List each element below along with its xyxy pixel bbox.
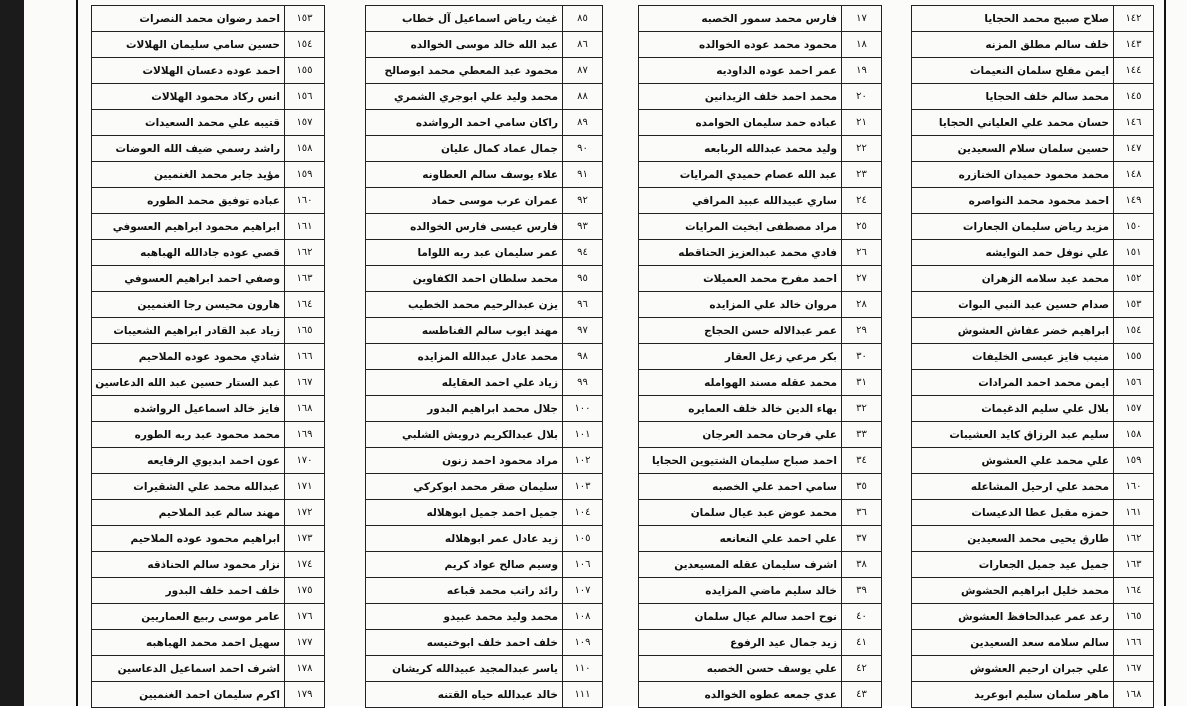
table-row-name: احمد رضوان محمد النصرات — [92, 6, 284, 32]
table-row-number: ١٧ — [841, 6, 881, 32]
table-row-number: ١٧٤ — [284, 552, 324, 578]
table-row-name: خلف سالم مطلق المزنه — [912, 32, 1113, 58]
table-row-number: ٢٨ — [841, 292, 881, 318]
table-row-name: ابراهيم محمود عوده الملاحيم — [92, 526, 284, 552]
table-row-name: وليد محمد عبدالله الربابعه — [639, 136, 841, 162]
table-row-number: ١٤٨ — [1113, 162, 1153, 188]
table-row-name: علي نوفل حمد النوايشه — [912, 240, 1113, 266]
table-row-name: راكان سامي احمد الرواشده — [366, 110, 562, 136]
table-row-name: جميل عيد جميل الجعارات — [912, 552, 1113, 578]
table-row-name: صدام حسين عبد النبي البوات — [912, 292, 1113, 318]
table-row-name: مراد مصطفى ابخيت المرايات — [639, 214, 841, 240]
table-row-name: محمد عقله مسند الهوامله — [639, 370, 841, 396]
table-row-number: ١٦٢ — [1113, 526, 1153, 552]
table-row-name: مهند سالم عبد الملاحيم — [92, 500, 284, 526]
table-row-number: ٩٣ — [562, 214, 602, 240]
table-row-number: ١٥٨ — [1113, 422, 1153, 448]
table-row-name: وصفي احمد ابراهيم العسوفي — [92, 266, 284, 292]
table-row-name: هارون محيسن رجا الغنميين — [92, 292, 284, 318]
table-row-number: ٩١ — [562, 162, 602, 188]
table-row-name: اشرف سليمان عقله المسيعدين — [639, 552, 841, 578]
table-row-number: ١٠٥ — [562, 526, 602, 552]
table-row-name: مزيد رياض سليمان الجعارات — [912, 214, 1113, 240]
table-row-name: محمد محمود عبد ربه الطوره — [92, 422, 284, 448]
table-row-name: صلاح صبيح محمد الحجايا — [912, 6, 1113, 32]
table-row-name: عبدالله محمد علي الشقيرات — [92, 474, 284, 500]
table-row-number: ١٦٤ — [284, 292, 324, 318]
table-row-number: ٣٢ — [841, 396, 881, 422]
table-row-name: مهند ايوب سالم الفناطسه — [366, 318, 562, 344]
table-row-number: ٣٦ — [841, 500, 881, 526]
table-row-name: راشد رسمي ضيف الله العوضات — [92, 136, 284, 162]
page-frame-left — [76, 0, 78, 706]
table-row-number: ١٤٩ — [1113, 188, 1153, 214]
table-row-number: ١٤٥ — [1113, 84, 1153, 110]
table-row-number: ٣٤ — [841, 448, 881, 474]
table-row-name: عمران عرب موسى حماد — [366, 188, 562, 214]
table-row-name: حسين سامي سليمان الهلالات — [92, 32, 284, 58]
table-row-number: ١٥٥ — [284, 58, 324, 84]
table-row-name: عدي جمعه عطوه الخوالده — [639, 682, 841, 708]
table-row-name: محمد محمود حميدان الخنازره — [912, 162, 1113, 188]
table-row-name: رعد عمر عبدالحافظ العشوش — [912, 604, 1113, 630]
table-row-name: محمد عيد سلامه الزهران — [912, 266, 1113, 292]
table-row-number: ١٥٩ — [1113, 448, 1153, 474]
names-table-column-1 — [91, 5, 325, 708]
table-row-number: ٢٧ — [841, 266, 881, 292]
table-row-number: ٢٦ — [841, 240, 881, 266]
table-row-number: ١٠٢ — [562, 448, 602, 474]
table-row-number: ١٦٢ — [284, 240, 324, 266]
table-row-number: ١٧٨ — [284, 656, 324, 682]
table-row-number: ١٦٥ — [1113, 604, 1153, 630]
table-row-number: ١٠٧ — [562, 578, 602, 604]
table-row-number: ١٠٦ — [562, 552, 602, 578]
table-row-number: ١٠٣ — [562, 474, 602, 500]
table-row-number: ٣٣ — [841, 422, 881, 448]
table-row-number: ١٤٤ — [1113, 58, 1153, 84]
table-row-name: محمد سلطان احمد الكفاوين — [366, 266, 562, 292]
table-row-number: ٣٥ — [841, 474, 881, 500]
table-row-name: ماهر سلمان سليم ابوعريد — [912, 682, 1113, 708]
table-row-name: عمر عبدالاله حسن الحجاج — [639, 318, 841, 344]
table-row-name: علي احمد علي النعانعه — [639, 526, 841, 552]
table-row-number: ١٥١ — [1113, 240, 1153, 266]
table-row-number: ١٧٥ — [284, 578, 324, 604]
table-row-number: ١٦٦ — [1113, 630, 1153, 656]
table-row-name: نوح احمد سالم عيال سلمان — [639, 604, 841, 630]
table-row-number: ١٦٠ — [1113, 474, 1153, 500]
names-table-column-3 — [638, 5, 882, 708]
table-row-name: قصي عوده جادالله الهباهبه — [92, 240, 284, 266]
table-row-name: ساري عبيدالله عبيد المرافي — [639, 188, 841, 214]
table-row-name: بلال علي سليم الدغيمات — [912, 396, 1113, 422]
table-row-number: ١٥٠ — [1113, 214, 1153, 240]
table-row-number: ١٦٧ — [284, 370, 324, 396]
table-row-number: ٩٢ — [562, 188, 602, 214]
table-row-number: ١٦٨ — [1113, 682, 1153, 708]
table-row-name: شادي محمود عوده الملاحيم — [92, 344, 284, 370]
table-row-name: عون احمد ابديوي الرفايعه — [92, 448, 284, 474]
table-row-name: حمزه مقبل عطا الدعيسات — [912, 500, 1113, 526]
table-row-number: ٣٠ — [841, 344, 881, 370]
table-row-number: ١٩ — [841, 58, 881, 84]
table-row-name: محمد خليل ابراهيم الحشوش — [912, 578, 1113, 604]
table-row-name: فارس محمد سمور الخصبه — [639, 6, 841, 32]
table-row-number: ١٦٦ — [284, 344, 324, 370]
table-row-number: ٩٤ — [562, 240, 602, 266]
table-row-name: اشرف احمد اسماعيل الدعاسين — [92, 656, 284, 682]
table-row-number: ١٧٩ — [284, 682, 324, 708]
table-row-number: ١٦١ — [284, 214, 324, 240]
table-row-name: محمد عادل عبدالله المزايده — [366, 344, 562, 370]
table-row-name: سهيل احمد محمد الهباهبه — [92, 630, 284, 656]
table-row-name: زياد عبد القادر ابراهيم الشعيبات — [92, 318, 284, 344]
table-row-number: ٢٣ — [841, 162, 881, 188]
table-row-number: ١٧٦ — [284, 604, 324, 630]
table-row-number: ٢٥ — [841, 214, 881, 240]
table-row-number: ٢١ — [841, 110, 881, 136]
table-row-number: ٣١ — [841, 370, 881, 396]
table-row-name: محمود عبد المعطي محمد ابوصالح — [366, 58, 562, 84]
table-row-number: ٩٩ — [562, 370, 602, 396]
table-row-name: محمود محمد عوده الخوالده — [639, 32, 841, 58]
table-row-number: ١٦١ — [1113, 500, 1153, 526]
table-row-name: حسان محمد علي العلياني الحجايا — [912, 110, 1113, 136]
table-row-number: ١٦٣ — [1113, 552, 1153, 578]
table-row-name: جميل احمد جميل ابوهلاله — [366, 500, 562, 526]
table-row-name: وسيم صالح عواد كريم — [366, 552, 562, 578]
table-row-name: خالد سليم ماضي المزايده — [639, 578, 841, 604]
table-row-number: ٩٨ — [562, 344, 602, 370]
table-row-number: ١٥٦ — [284, 84, 324, 110]
table-row-number: ١٤٧ — [1113, 136, 1153, 162]
table-row-number: ١٠٨ — [562, 604, 602, 630]
table-row-name: فايز خالد اسماعيل الرواشده — [92, 396, 284, 422]
table-row-number: ١٠٩ — [562, 630, 602, 656]
table-row-name: ياسر عبدالمجيد عبيدالله كريشان — [366, 656, 562, 682]
table-row-number: ٣٩ — [841, 578, 881, 604]
table-row-number: ٨٧ — [562, 58, 602, 84]
table-row-number: ١٥٧ — [284, 110, 324, 136]
table-row-number: ٨٩ — [562, 110, 602, 136]
table-row-name: ابراهيم خضر عفاش العشوش — [912, 318, 1113, 344]
table-row-name: غيث رياض اسماعيل آل خطاب — [366, 6, 562, 32]
table-row-number: ٣٧ — [841, 526, 881, 552]
table-row-number: ١٥٦ — [1113, 370, 1153, 396]
table-row-number: ١٦٨ — [284, 396, 324, 422]
table-row-number: ١٥٣ — [284, 6, 324, 32]
table-row-number: ٨٨ — [562, 84, 602, 110]
table-row-number: ١٦٧ — [1113, 656, 1153, 682]
table-row-number: ١٥٤ — [1113, 318, 1153, 344]
table-row-name: محمد سالم خلف الحجايا — [912, 84, 1113, 110]
table-row-number: ٢٠ — [841, 84, 881, 110]
table-row-name: علي جبران ارحيم العشوش — [912, 656, 1113, 682]
table-row-number: ١٥٨ — [284, 136, 324, 162]
table-row-name: خالد عبدالله حياه القتنه — [366, 682, 562, 708]
table-row-name: زيد جمال عيد الرفوع — [639, 630, 841, 656]
table-row-number: ١٧٢ — [284, 500, 324, 526]
table-row-number: ١٠١ — [562, 422, 602, 448]
table-row-number: ٩٧ — [562, 318, 602, 344]
table-row-name: محمد احمد خلف الزيدانين — [639, 84, 841, 110]
table-row-name: جلال محمد ابراهيم البدور — [366, 396, 562, 422]
page-frame-right — [1164, 0, 1166, 706]
table-row-number: ١٦٥ — [284, 318, 324, 344]
table-row-name: بهاء الدين خالد خلف العمايره — [639, 396, 841, 422]
table-row-name: عمر احمد عوده الداوديه — [639, 58, 841, 84]
table-row-number: ٣٨ — [841, 552, 881, 578]
table-row-number: ١٤٦ — [1113, 110, 1153, 136]
table-row-number: ١٧٧ — [284, 630, 324, 656]
table-row-name: احمد عوده دعسان الهلالات — [92, 58, 284, 84]
table-row-number: ١٥٥ — [1113, 344, 1153, 370]
table-row-number: ١٦٣ — [284, 266, 324, 292]
table-row-name: احمد صباح سليمان الشتيوين الحجايا — [639, 448, 841, 474]
table-row-number: ٤٣ — [841, 682, 881, 708]
table-row-name: نزار محمود سالم الحناذقه — [92, 552, 284, 578]
table-row-number: ١٦٩ — [284, 422, 324, 448]
table-row-name: قتيبه علي محمد السعيدات — [92, 110, 284, 136]
table-row-name: علاء يوسف سالم العطاونه — [366, 162, 562, 188]
table-row-number: ١٦٤ — [1113, 578, 1153, 604]
table-row-number: ١٥٢ — [1113, 266, 1153, 292]
table-row-number: ١٥٤ — [284, 32, 324, 58]
table-row-number: ١٦٠ — [284, 188, 324, 214]
table-row-name: فارس عيسى فارس الخوالده — [366, 214, 562, 240]
table-row-name: سالم سلامه سعد السعيدين — [912, 630, 1113, 656]
table-row-name: بلال عبدالكريم درويش الشلبي — [366, 422, 562, 448]
table-row-number: ٤٠ — [841, 604, 881, 630]
table-row-name: محمد وليد علي ابوجري الشمري — [366, 84, 562, 110]
table-row-name: مروان خالد علي المزايده — [639, 292, 841, 318]
table-row-name: عامر موسى ربيع العماريين — [92, 604, 284, 630]
table-row-name: عبد الستار حسين عبد الله الدعاسين — [92, 370, 284, 396]
table-row-number: ١٠٤ — [562, 500, 602, 526]
table-row-name: عبد الله خالد موسى الخوالده — [366, 32, 562, 58]
table-row-name: طارق يحيى محمد السعيدين — [912, 526, 1113, 552]
table-row-name: عبد الله عصام حميدي المرايات — [639, 162, 841, 188]
table-row-number: ٩٠ — [562, 136, 602, 162]
table-row-number: ٨٥ — [562, 6, 602, 32]
table-row-number: ٩٥ — [562, 266, 602, 292]
names-table-column-2 — [365, 5, 603, 708]
table-row-name: منيب فايز عيسى الخليفات — [912, 344, 1113, 370]
table-row-name: محمد وليد محمد عبيدو — [366, 604, 562, 630]
table-row-number: ٩٦ — [562, 292, 602, 318]
table-row-name: مؤيد جابر محمد الغنميين — [92, 162, 284, 188]
table-row-name: فادي محمد عبدالعزيز الحناقطه — [639, 240, 841, 266]
table-row-name: اكرم سليمان احمد الغنميين — [92, 682, 284, 708]
table-row-number: ٨٦ — [562, 32, 602, 58]
table-row-number: ١٤٣ — [1113, 32, 1153, 58]
table-row-number: ١٧٠ — [284, 448, 324, 474]
table-row-number: ١٥٣ — [1113, 292, 1153, 318]
table-row-name: حسين سلمان سلام السعيدين — [912, 136, 1113, 162]
table-row-name: يزن عبدالرحيم محمد الخطيب — [366, 292, 562, 318]
table-row-name: زياد علي احمد العقايله — [366, 370, 562, 396]
table-row-name: محمد علي ارحيل المشاعله — [912, 474, 1113, 500]
table-row-name: احمد محمود محمد النواصره — [912, 188, 1113, 214]
names-table-column-4 — [911, 5, 1154, 708]
table-row-number: ١١١ — [562, 682, 602, 708]
table-row-name: سليم عبد الرزاق كايد العشيبات — [912, 422, 1113, 448]
table-row-name: ايمن محمد احمد المرادات — [912, 370, 1113, 396]
table-row-name: علي فرحان محمد العرجان — [639, 422, 841, 448]
table-row-number: ٢٢ — [841, 136, 881, 162]
left-background-edge — [0, 0, 24, 706]
table-row-name: انس ركاد محمود الهلالات — [92, 84, 284, 110]
table-row-name: ايمن مفلح سلمان النعيمات — [912, 58, 1113, 84]
table-row-name: خلف احمد خلف البدور — [92, 578, 284, 604]
table-row-number: ١٧٣ — [284, 526, 324, 552]
table-row-name: علي محمد علي العشوش — [912, 448, 1113, 474]
table-row-number: ٤١ — [841, 630, 881, 656]
table-row-name: احمد مفرح محمد العميلات — [639, 266, 841, 292]
table-row-name: بكر مرعي زعل العقار — [639, 344, 841, 370]
table-row-name: رائد راتب محمد قباعه — [366, 578, 562, 604]
table-row-number: ١٥٧ — [1113, 396, 1153, 422]
table-row-name: محمد عوض عبد عيال سلمان — [639, 500, 841, 526]
table-row-number: ١٠٠ — [562, 396, 602, 422]
table-row-name: عباده حمد سليمان الحوامده — [639, 110, 841, 136]
table-row-name: عمر سليمان عبد ربه اللواما — [366, 240, 562, 266]
table-row-name: سليمان صقر محمد ابوكركي — [366, 474, 562, 500]
table-row-name: علي يوسف حسن الخصبه — [639, 656, 841, 682]
table-row-name: سامي احمد علي الخصبه — [639, 474, 841, 500]
table-row-name: زيد عادل عمر ابوهلاله — [366, 526, 562, 552]
table-row-number: ٤٢ — [841, 656, 881, 682]
table-row-name: جمال عماد كمال عليان — [366, 136, 562, 162]
table-row-name: عباده توفيق محمد الطوره — [92, 188, 284, 214]
table-row-number: ١٧١ — [284, 474, 324, 500]
table-row-name: ابراهيم محمود ابراهيم العسوفي — [92, 214, 284, 240]
table-row-number: ١١٠ — [562, 656, 602, 682]
table-row-name: مراد محمود احمد زنون — [366, 448, 562, 474]
table-row-number: ١٥٩ — [284, 162, 324, 188]
table-row-number: ١٨ — [841, 32, 881, 58]
table-row-number: ٢٤ — [841, 188, 881, 214]
table-row-number: ١٤٢ — [1113, 6, 1153, 32]
table-row-number: ٢٩ — [841, 318, 881, 344]
table-row-name: خلف احمد خلف ابوخنيسه — [366, 630, 562, 656]
